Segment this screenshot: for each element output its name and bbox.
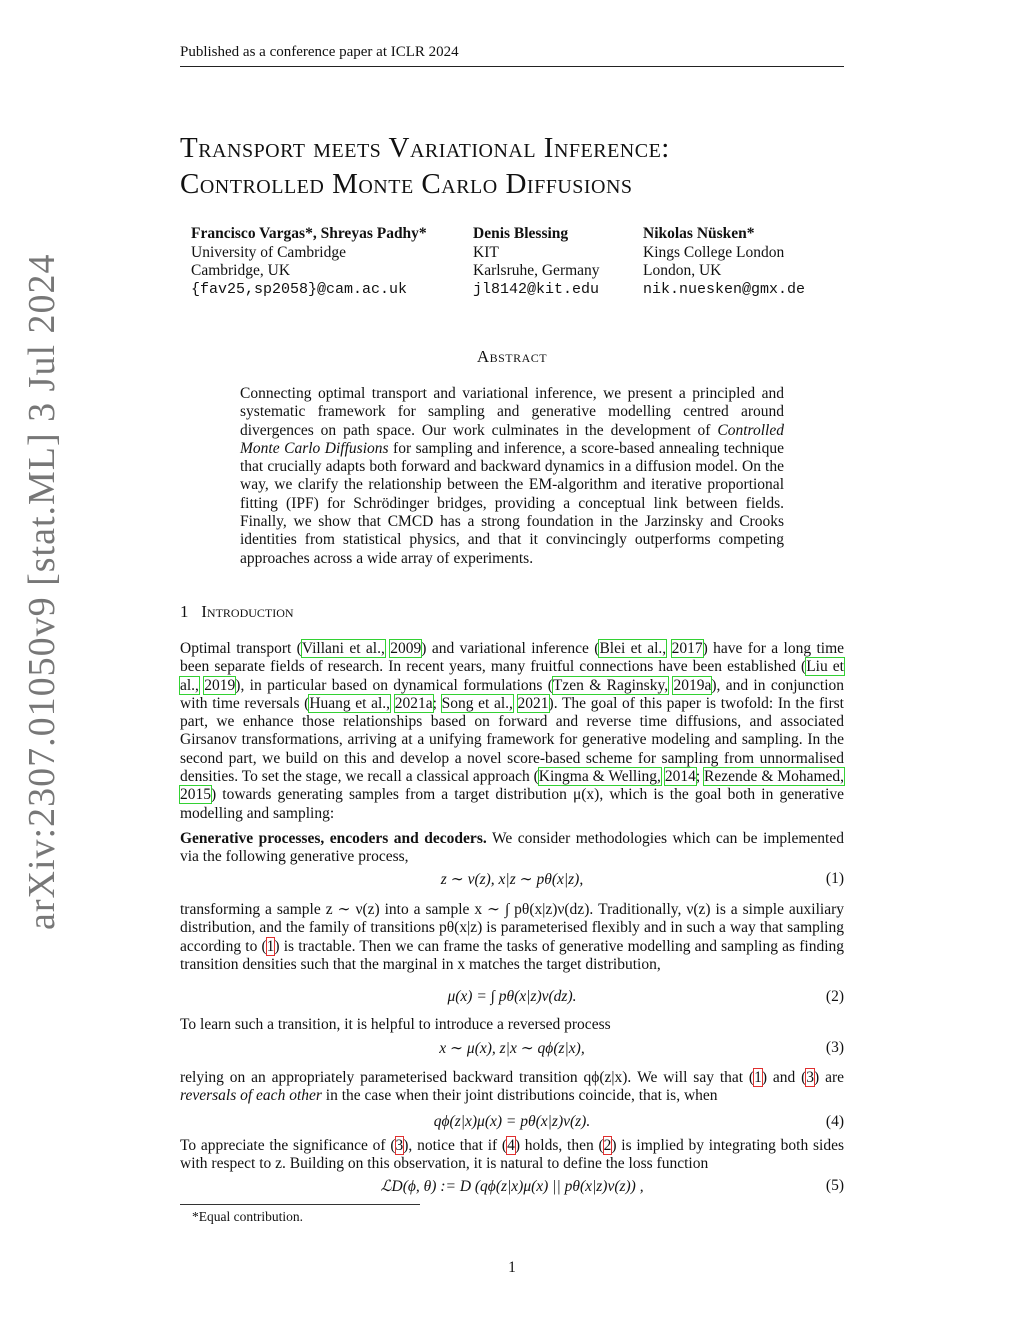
title-line-1: Transport meets Variational Inference: [180, 132, 670, 164]
citation-link[interactable]: Tzen & Raginsky, [552, 676, 669, 694]
equation-number: (5) [825, 1177, 844, 1194]
citation-link[interactable]: Blei et al., [599, 640, 667, 657]
citation-year-link[interactable]: 2019a [673, 676, 712, 694]
equation-ref-link[interactable]: 2 [603, 1137, 612, 1154]
footnote-rule [180, 1204, 420, 1205]
citation-year-link[interactable]: 2021a [394, 694, 433, 712]
method-name: Controlled Monte Carlo Diffusions [240, 421, 784, 457]
citation-year-link[interactable]: 2015 [180, 786, 211, 804]
section-heading: 1 Introduction [180, 602, 294, 621]
paper-title [180, 130, 670, 202]
author-block-2 [473, 225, 600, 299]
author-email: {fav25,sp2058}@cam.ac.uk [191, 280, 408, 298]
equation-number: (2) [825, 988, 844, 1005]
page-number: 1 [508, 1259, 516, 1276]
reversal-intro-paragraph: To learn such a transition, it is helpful to introduce a reversed process [180, 1016, 611, 1033]
equation-ref-link[interactable]: 3 [806, 1069, 815, 1086]
equation-number: (3) [825, 1039, 844, 1056]
citation-link[interactable]: Huang et al., [309, 694, 391, 712]
transform-paragraph: transforming a sample z ∼ ν(z) into a sample x ∼ ∫ pθ(x|z)ν(dz). Traditionally, ν(z) is a simple auxiliary distribution, and the family of transitions pθ(x|z) is parameterised flexibly and in such a way that sampling according to (1) is tractable. Then we can frame the tasks of generative modelling and sampling as finding transition densities such that the marginal in x matches the target distribution, [180, 901, 845, 973]
abstract-text: Connecting optimal transport and variational inference, we present a principled and systematic framework for sampling and generative modelling centred around divergences on path space. Our work culminates in the development of Controlled Monte Carlo Diffusions for sampling and inference, a score-based annealing technique that crucially adapts both forward and backward dynamics in a diffusion model. On the way, we clarify the relationship between the EM-algorithm and iterative proportional fitting (IPF) for Schrödinger bridges, providing a conceptual link between fields. Finally, we show that CMCD has a strong foundation in the Jarzinsky and Crooks identities from statistical physics, and that it convincingly outperforms competing approaches across a wide array of experiments. [240, 385, 784, 567]
equation-ref-link[interactable]: 1 [266, 937, 275, 955]
author-name: Nikolas Nüsken* [643, 225, 755, 242]
author-email: nik.nuesken@gmx.de [643, 280, 806, 298]
citation-year-link[interactable]: 2017 [671, 640, 703, 657]
arxiv-side-label: arXiv:2307.01050v9 [stat.ML] 3 Jul 2024 [21, 253, 63, 930]
equation-ref-link[interactable]: 1 [754, 1069, 762, 1086]
abstract-heading: Abstract [476, 347, 548, 366]
equation-ref-link[interactable]: 4 [507, 1137, 515, 1154]
paragraph-heading: Generative processes, encoders and decoders. [180, 830, 487, 847]
citation-year-link[interactable]: 2019 [204, 676, 236, 694]
running-header: Published as a conference paper at ICLR 2024 [180, 44, 459, 60]
author-affiliation: Kings College London [643, 243, 785, 261]
author-affiliation: University of Cambridge [191, 243, 346, 261]
author-block-1 [191, 225, 427, 299]
loss-paragraph: To appreciate the significance of (3), notice that if (4) holds, then (2) is implied by integrating both sides with respect to z. Building on this observation, it is natural to define the loss function [180, 1137, 845, 1173]
author-email: jl8142@kit.edu [473, 280, 600, 298]
author-affiliation: KIT [473, 243, 499, 261]
citation-link[interactable]: Kingma & Welling, [538, 768, 661, 786]
author-location: London, UK [643, 262, 722, 279]
citation-link[interactable]: Liu et al., [180, 658, 844, 694]
citation-link[interactable]: Villani et al., [301, 640, 385, 657]
citation-year-link[interactable]: 2021 [517, 694, 549, 712]
author-location: Cambridge, UK [191, 262, 291, 279]
generative-paragraph: Generative processes, encoders and decoders. We consider methodologies which can be implemented via the following generative process, [180, 830, 844, 866]
author-location: Karlsruhe, Germany [473, 262, 600, 279]
equation-ref-link[interactable]: 3 [395, 1137, 404, 1154]
reversal-paragraph: relying on an appropriately parameterised backward transition qϕ(z|x). We will say that (1) and (3) are reversals of each other in the case when their joint distributions coincide, that is, when [180, 1069, 844, 1105]
intro-paragraph: Optimal transport (Villani et al., 2009) and variational inference (Blei et al., 2017) have for a long time been separate fields of research. In recent years, many fruitful connections have been established (Liu et al., 2019), in particular based on dynamical formulations (Tzen & Raginsky, 2019a), and in conjunction with time reversals (Huang et al., 2021a; Song et al., 2021). The goal of this paper is twofold: In the first part, we enhance those relationships based on forward and reverse time diffusions, and associated Girsanov transformations, arriving at a unifying framework for generative modeling and sampling. In the second part, we build on this and develop a novel score-based scheme for sampling from unnormalised densities. To set the stage, we recall a classical approach (Kingma & Welling, 2014; Rezende & Mohamed, 2015) towards generating samples from a target distribution μ(x), which is the goal both in generative modelling and sampling: [180, 640, 845, 822]
title-line-2: Controlled Monte Carlo Diffusions [180, 168, 633, 200]
author-block-3 [643, 225, 805, 299]
citation-link[interactable]: Rezende & Mohamed, [704, 768, 845, 786]
citation-year-link[interactable]: 2009 [390, 640, 422, 657]
footnote: *Equal contribution. [192, 1209, 303, 1224]
citation-year-link[interactable]: 2014 [664, 768, 696, 786]
header-rule [180, 66, 844, 67]
author-name: Denis Blessing [473, 225, 569, 242]
equation-number: (4) [825, 1113, 844, 1130]
citation-link[interactable]: Song et al., [441, 694, 513, 712]
equation-number: (1) [825, 870, 844, 887]
author-name: Francisco Vargas*, Shreyas Padhy* [191, 225, 427, 242]
